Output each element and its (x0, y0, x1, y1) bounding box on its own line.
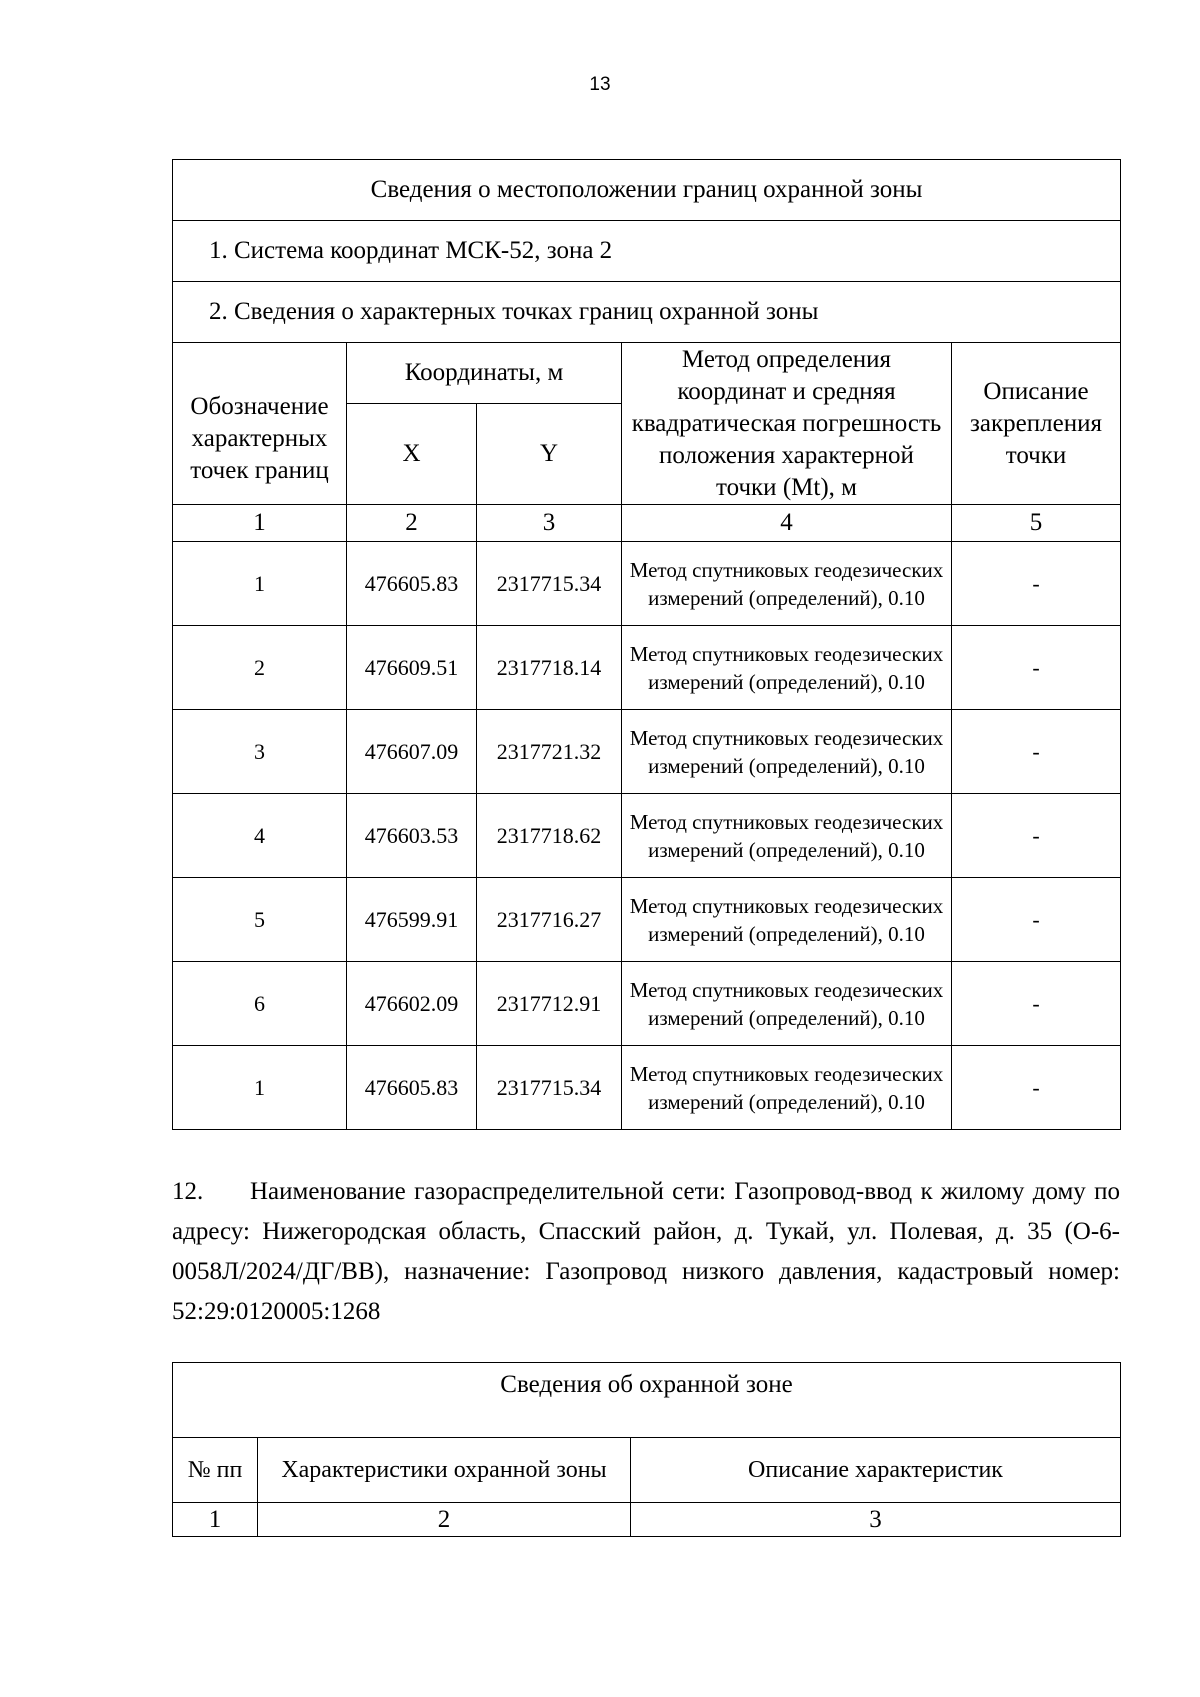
header-x: X (347, 404, 477, 505)
x-cell: 476605.83 (347, 542, 477, 626)
point-cell: 2 (173, 626, 347, 710)
x-cell: 476603.53 (347, 794, 477, 878)
column-number: 3 (631, 1503, 1121, 1537)
paragraph-text: Наименование газораспределительной сети: Газопровод-ввод к жилому дому по адресу: Нижегородская область, Спасский район, д. Тукай, ул. Полевая, д. 35 (О-6-0058Л/2024/ДГ/ВВ), назначение: Газопровод низкого давления, кадастровый номер: 52:29:0120005:1268 (172, 1178, 1120, 1325)
column-number: 3 (477, 505, 622, 542)
description-cell: - (952, 1046, 1121, 1130)
x-cell: 476609.51 (347, 626, 477, 710)
x-cell: 476605.83 (347, 1046, 477, 1130)
point-cell: 1 (173, 542, 347, 626)
method-cell: Метод спутниковых геодезических измерений (определений), 0.10 (622, 626, 952, 710)
y-cell: 2317715.34 (477, 542, 622, 626)
column-number: 4 (622, 505, 952, 542)
table-row (173, 626, 1121, 710)
description-cell: - (952, 542, 1121, 626)
point-cell: 5 (173, 878, 347, 962)
y-cell: 2317715.34 (477, 1046, 622, 1130)
point-cell: 3 (173, 710, 347, 794)
description-cell: - (952, 794, 1121, 878)
x-cell: 476602.09 (347, 962, 477, 1046)
y-cell: 2317718.62 (477, 794, 622, 878)
method-cell: Метод спутниковых геодезических измерений (определений), 0.10 (622, 710, 952, 794)
point-cell: 4 (173, 794, 347, 878)
header-point-designation: Обозначение характерных точек границ (173, 343, 347, 505)
method-cell: Метод спутниковых геодезических измерений (определений), 0.10 (622, 878, 952, 962)
method-cell: Метод спутниковых геодезических измерений (определений), 0.10 (622, 1046, 952, 1130)
table-row (173, 962, 1121, 1046)
point-cell: 6 (173, 962, 347, 1046)
table-row (173, 1046, 1121, 1130)
header-y: Y (477, 404, 622, 505)
info-table-title: Сведения об охранной зоне (173, 1363, 1121, 1438)
description-cell: - (952, 878, 1121, 962)
table-row (173, 878, 1121, 962)
paragraph-number: 12. (172, 1178, 204, 1205)
y-cell: 2317716.27 (477, 878, 622, 962)
column-number: 1 (173, 505, 347, 542)
column-number: 2 (347, 505, 477, 542)
description-cell: - (952, 962, 1121, 1046)
header-number: № пп (173, 1438, 258, 1503)
y-cell: 2317721.32 (477, 710, 622, 794)
column-number: 5 (952, 505, 1121, 542)
description-cell: - (952, 626, 1121, 710)
y-cell: 2317718.14 (477, 626, 622, 710)
header-coordinates: Координаты, м (347, 343, 622, 404)
zone-table-title: Сведения о местоположении границ охранной зоны (173, 160, 1121, 221)
network-paragraph (172, 1172, 1120, 1332)
column-number: 1 (173, 1503, 258, 1537)
page-number: 13 (589, 74, 611, 95)
method-cell: Метод спутниковых геодезических измерений (определений), 0.10 (622, 794, 952, 878)
header-description: Описание закрепления точки (952, 343, 1121, 505)
y-cell: 2317712.91 (477, 962, 622, 1046)
coordinate-system-section: 1. Система координат МСК-52, зона 2 (173, 221, 1121, 282)
header-characteristics: Характеристики охранной зоны (258, 1438, 631, 1503)
table-row (173, 710, 1121, 794)
column-number: 2 (258, 1503, 631, 1537)
method-cell: Метод спутниковых геодезических измерений (определений), 0.10 (622, 962, 952, 1046)
header-characteristics-description: Описание характеристик (631, 1438, 1121, 1503)
method-cell: Метод спутниковых геодезических измерений (определений), 0.10 (622, 542, 952, 626)
protection-zone-info-table (172, 1362, 1121, 1537)
x-cell: 476599.91 (347, 878, 477, 962)
boundary-points-section: 2. Сведения о характерных точках границ охранной зоны (173, 282, 1121, 343)
point-cell: 1 (173, 1046, 347, 1130)
table-row (173, 794, 1121, 878)
table-row (173, 542, 1121, 626)
x-cell: 476607.09 (347, 710, 477, 794)
description-cell: - (952, 710, 1121, 794)
header-method: Метод определения координат и средняя квадратическая погрешность положения характерной точки (Mt), м (622, 343, 952, 505)
boundary-coordinates-table (172, 159, 1121, 1130)
